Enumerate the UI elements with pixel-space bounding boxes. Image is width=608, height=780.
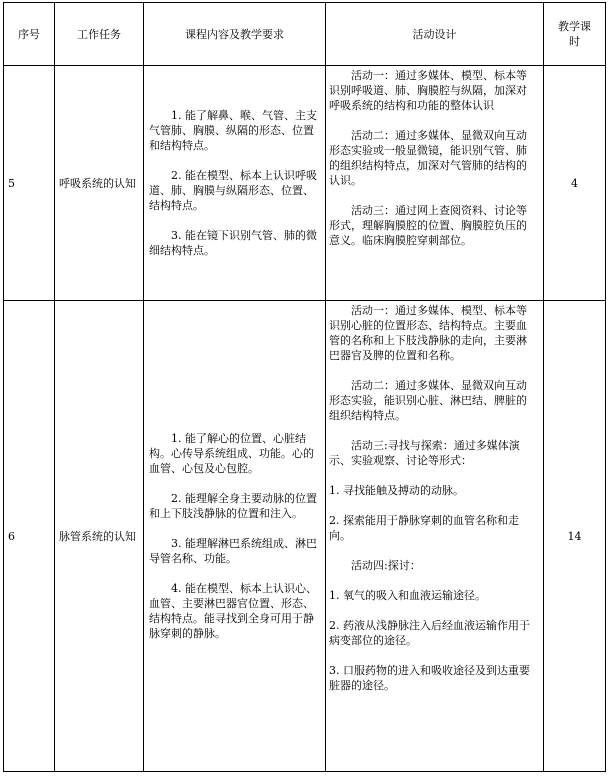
content-item: 2. 能理解全身主要动脉的位置和上下肢浅静脉的位置和注入。 — [149, 492, 317, 520]
header-activity: 活动设计 — [326, 3, 544, 66]
content-item: 3. 能在镜下识别气管、肺的微细结构特点。 — [149, 229, 317, 257]
hours-value: 14 — [544, 301, 606, 772]
content-item: 4. 能在模型、标本上认识心、血管、主要淋巴器官位置、形态、结构特点。能寻找到全身可用于静脉穿刺的静脉。 — [149, 582, 317, 640]
task-name: 脉管系统的认知 — [55, 301, 144, 772]
activity-cell — [326, 301, 544, 772]
activity-cell — [326, 66, 544, 301]
activity-item: 1. 寻找能触及搏动的动脉。 — [329, 484, 464, 497]
row-number: 5 — [4, 66, 55, 301]
content-item: 2. 能在模型、标本上认识呼吸道、肺、胸膜与纵隔形态、位置、结构特点。 — [149, 169, 317, 212]
activity-item: 活动三：通过网上查阅资料、讨论等形式，理解胸膜腔的位置、胸膜腔负压的意义。临床胸膜腔穿刺部位。 — [329, 204, 527, 247]
activity-item: 活动一：通过多媒体、模型、标本等识别呼吸道、肺、胸膜腔与纵隔，加深对呼吸系统的结构和功能的整体认识 — [329, 69, 527, 112]
activity-item: 活动四:探讨： — [351, 559, 421, 572]
table-row — [4, 301, 606, 772]
activity-item: 1. 氧气的吸入和血液运输途径。 — [329, 589, 486, 602]
row-number: 6 — [4, 301, 55, 772]
activity-item: 2. 探索能用于静脉穿刺的血管名称和走向。 — [329, 514, 519, 542]
activity-item: 活动三:寻找与探索：通过多媒体演示、实验观察、讨论等形式： — [329, 439, 520, 467]
task-name: 呼吸系统的认知 — [55, 66, 144, 301]
header-row — [4, 3, 606, 66]
activity-item: 2. 药液从浅静脉注入后经血液运输作用于病变部位的途径。 — [329, 619, 530, 647]
content-item: 1. 能了解鼻、喉、气管、主支气管肺、胸膜、纵隔的形态、位置和结构特点。 — [149, 109, 317, 152]
header-no: 序号 — [4, 3, 55, 66]
content-item: 1. 能了解心的位置、心脏结构。心传导系统组成、功能。心的血管、心包及心包腔。 — [149, 432, 314, 475]
content-item: 3. 能理解淋巴系统组成、淋巴导管名称、功能。 — [149, 537, 317, 565]
content-cell — [144, 301, 326, 772]
activity-item: 活动二：通过多媒体、显微双向互动形态实验，能识别心脏、淋巴结、脾脏的组织结构特点。 — [329, 379, 527, 422]
header-content: 课程内容及教学要求 — [144, 3, 326, 66]
activity-item: 活动二：通过多媒体、显微双向互动形态实验或一般显微镜，能识别气管、肺的组织结构特点，加深对气管肺的结构的认识。 — [329, 129, 527, 187]
activity-item: 3. 口服药物的进入和吸收途径及到达重要脏器的途径。 — [329, 664, 530, 692]
content-cell — [144, 66, 326, 301]
header-hours: 教学课时 — [544, 3, 606, 66]
curriculum-table — [3, 2, 606, 772]
header-task: 工作任务 — [55, 3, 144, 66]
activity-item: 活动一：通过多媒体、模型、标本等识别心脏的位置形态、结构特点。主要血管的名称和上下肢浅静脉的走向，主要淋巴器官及脾的位置和名称。 — [329, 304, 527, 362]
table-row — [4, 66, 606, 301]
hours-value: 4 — [544, 66, 606, 301]
